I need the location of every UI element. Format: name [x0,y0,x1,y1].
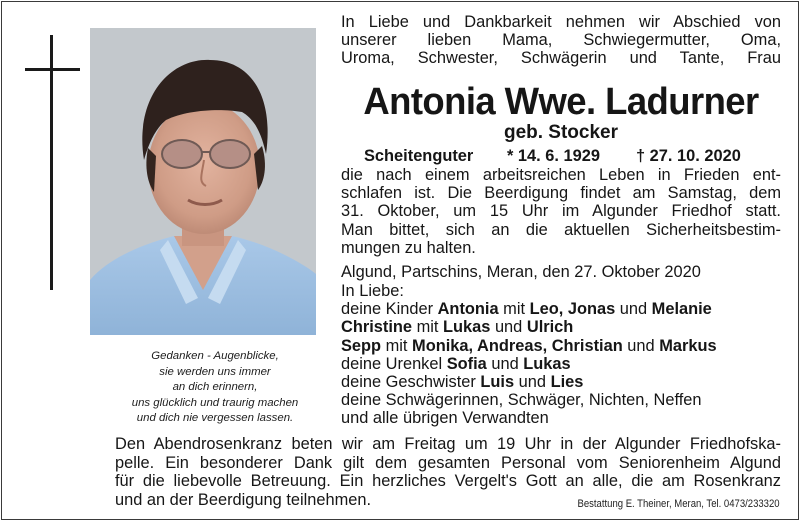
body-line: schlafen ist. Die Beerdigung findet am Samstag, dem [341,184,781,203]
family-text: und [615,300,652,319]
family-text: deine Urenkel [341,354,447,373]
family-list [341,282,781,428]
poem-line: an dich erinnern, [172,381,258,394]
family-name: Antonia [437,300,499,319]
family-greatgrandchildren [341,355,781,373]
closing-line: für die liebevolle Betreuung. Ein herzliches Vergelt's Gott an alle, die am Rosenkranz [115,472,781,491]
family-name: Monika, Andreas, Christian [412,336,623,355]
cross-icon [50,35,53,290]
body-line: 31. Oktober, um 15 Uhr im Algunder Friedhof statt. [341,202,781,221]
family-name: Christine [341,318,413,337]
family-text: und [490,318,527,337]
family-name: Lies [550,373,584,392]
closing-line: Den Abendrosenkranz beten wir am Freitag um 19 Uhr in der Algunder Friedhofska- [115,435,781,453]
intro-line: In Liebe und Dankbarkeit nehmen wir Abschied von [341,13,781,31]
farm-name: Scheitenguter [364,147,474,165]
cross-icon-bar [25,68,80,71]
place-date-line: Algund, Partschins, Meran, den 27. Oktober 2020 [341,263,701,281]
body-line: mungen zu halten. [341,238,476,257]
family-name: Lukas [523,354,571,373]
memorial-poem [100,349,330,427]
death-date: † 27. 10. 2020 [636,147,741,165]
intro-text [341,13,781,68]
family-text: und [514,373,551,392]
body-text [341,166,781,257]
funeral-home-credit: Bestattung E. Theiner, Meran, Tel. 0473/233320 [577,498,780,510]
family-name: Luis [480,373,515,392]
obituary-notice [1,1,799,520]
family-name: Sofia [446,354,487,373]
family-siblings [341,373,781,391]
deceased-name: Antonia Wwe. Ladurner [363,81,759,123]
family-text: mit [381,336,413,355]
family-text: deine Kinder [341,300,438,319]
poem-line: und dich nie vergessen lassen. [136,412,294,425]
closing-line: und an der Beerdigung teilnehmen. [115,490,372,509]
family-name: Leo, Jonas [529,300,616,319]
maiden-name: geb. Stocker [503,122,619,143]
family-sepp [341,337,781,355]
intro-line: Uroma, Schwester, Schwägerin und Tante, Frau [341,49,781,68]
family-name: Lukas [443,318,491,337]
family-christine [341,318,781,336]
family-text: und [486,354,524,373]
place-date [341,263,781,281]
body-line: die nach einem arbeitsreichen Leben in Frieden ent- [341,166,781,184]
in-love-label: In Liebe: [341,282,404,300]
family-name: Sepp [341,336,382,355]
family-text: und [622,336,660,355]
family-text: mit [498,300,530,319]
closing-line: pelle. Ein besonderer Dank gilt dem gesamten Personal vom Seniorenheim Algund [115,453,781,472]
birth-date: * 14. 6. 1929 [507,147,600,165]
intro-line: unserer lieben Mama, Schwiegermutter, Oma, [341,31,781,50]
family-children [341,300,781,318]
family-relatives: und alle übrigen Verwandten [341,409,549,428]
portrait-photo [90,28,316,335]
family-text: mit [412,318,444,337]
family-text: deine Geschwister [341,373,481,392]
family-inlaws: deine Schwägerinnen, Schwäger, Nichten, Neffen [341,391,702,410]
poem-line: Gedanken - Augenblicke, [151,350,279,362]
poem-line: uns glücklich und traurig machen [131,396,299,409]
family-name: Markus [659,336,717,355]
poem-line: sie werden uns immer [159,365,271,378]
body-line: Man bittet, sich an die aktuellen Sicherheitsbestim- [341,220,781,239]
family-name: Melanie [651,300,712,319]
family-name: Ulrich [526,318,574,337]
